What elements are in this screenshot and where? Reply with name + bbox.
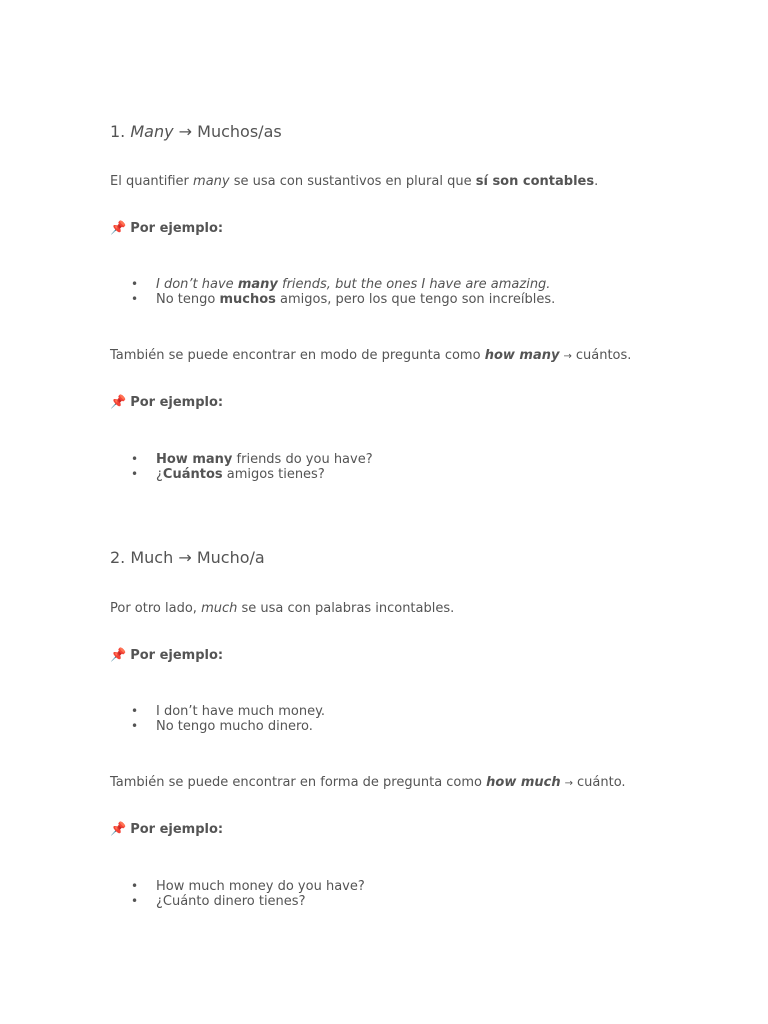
pushpin-icon: 📌 bbox=[110, 395, 127, 410]
section-heading-many: 1. Many → Muchos/as bbox=[110, 122, 282, 141]
section-heading-much: 2. Much → Mucho/a bbox=[110, 548, 265, 567]
many-example-list bbox=[110, 277, 555, 307]
list-item: • I don’t have many friends, but the ones I have are amazing. bbox=[110, 277, 555, 292]
list-item: • How many friends do you have? bbox=[110, 452, 373, 467]
example-label: 📌 Por ejemplo: bbox=[110, 648, 224, 663]
pushpin-icon: 📌 bbox=[110, 822, 127, 837]
pushpin-icon: 📌 bbox=[110, 221, 127, 236]
arrow-right-icon: → bbox=[564, 778, 574, 789]
list-item: • No tengo mucho dinero. bbox=[110, 719, 325, 734]
example-label: 📌 Por ejemplo: bbox=[110, 822, 224, 837]
many-intro-paragraph: El quantifier many se usa con sustantivos en plural que sí son contables. bbox=[110, 174, 599, 189]
list-item: • I don’t have much money. bbox=[110, 704, 325, 719]
list-item: • How much money do you have? bbox=[110, 879, 365, 894]
example-label: 📌 Por ejemplo: bbox=[110, 221, 224, 236]
much-intro-paragraph: Por otro lado, much se usa con palabras incontables. bbox=[110, 601, 455, 616]
much-example-list bbox=[110, 704, 325, 734]
example-label: 📌 Por ejemplo: bbox=[110, 395, 224, 410]
much-question-list bbox=[110, 879, 365, 909]
list-item: • No tengo muchos amigos, pero los que tengo son increíbles. bbox=[110, 292, 555, 307]
many-question-paragraph: También se puede encontrar en modo de pregunta como how many → cuántos. bbox=[110, 348, 632, 363]
list-item: • ¿Cuántos amigos tienes? bbox=[110, 467, 373, 482]
much-question-paragraph: También se puede encontrar en forma de pregunta como how much → cuánto. bbox=[110, 775, 626, 790]
many-question-list bbox=[110, 452, 373, 482]
list-item: • ¿Cuánto dinero tienes? bbox=[110, 894, 365, 909]
pushpin-icon: 📌 bbox=[110, 648, 127, 663]
arrow-right-icon: → bbox=[563, 351, 572, 362]
